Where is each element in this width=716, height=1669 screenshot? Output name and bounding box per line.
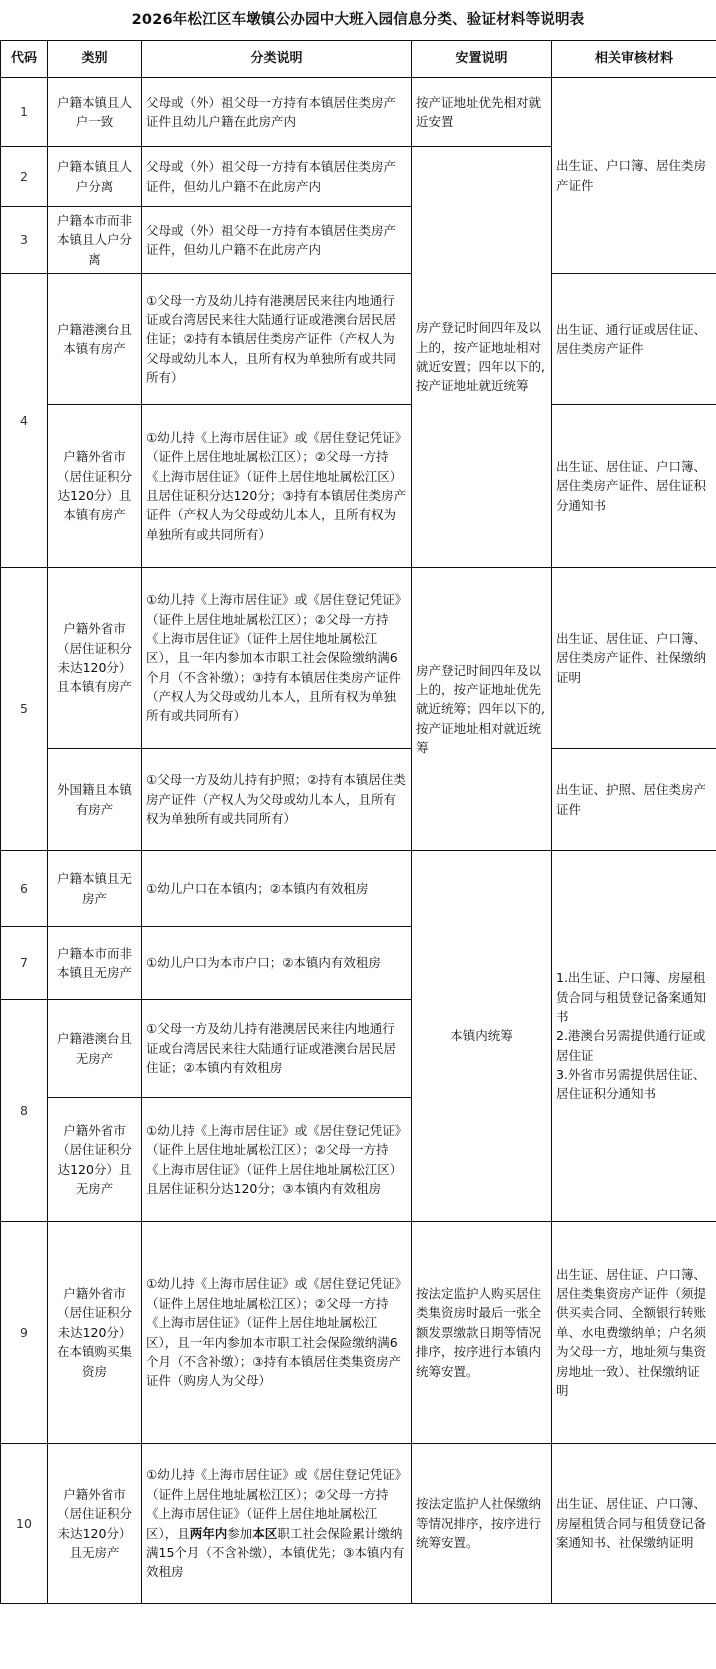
document-title: 2026年松江区车墩镇公办园中大班入园信息分类、验证材料等说明表 [131, 12, 585, 28]
code-cell: 10 [1, 1444, 48, 1604]
header-materials: 相关审核材料 [552, 41, 716, 78]
type-cell: 户籍港澳台且无房产 [48, 1000, 142, 1098]
table-row [1, 749, 716, 851]
table-header-row [1, 41, 716, 78]
materials-cell: 出生证、通行证或居住证、居住类房产证件 [552, 274, 716, 405]
type-cell: 户籍本市而非本镇且无房产 [48, 927, 142, 1000]
desc-text: ①幼儿持《上海市居住证》或《居住登记凭证》（证件上居住地址属松江区）；②父母一方持《上海市居住证》（证件上居住地址属松江区），且 [146, 1467, 401, 1541]
desc-cell: 父母或（外）祖父母一方持有本镇居住类房产证件，但幼儿户籍不在此房产内 [142, 207, 412, 274]
type-cell: 户籍外省市（居住证积分未达120分）且无房产 [48, 1444, 142, 1604]
table-row [1, 274, 716, 405]
placement-cell: 按产证地址优先相对就近安置 [412, 78, 552, 147]
table-row [1, 851, 716, 927]
desc-cell: ①幼儿持《上海市居住证》或《居住登记凭证》（证件上居住地址属松江区）；②父母一方持《上海市居住证》（证件上居住地址属松江区），且一年内参加本市职工社会保险缴纳满6个月（不含补缴）；③持有本镇居住类房产证件（产权人为父母或幼儿本人，且所有权为单独所有或共同所有） [142, 568, 412, 749]
desc-cell: ①幼儿持《上海市居住证》或《居住登记凭证》（证件上居住地址属松江区）；②父母一方持《上海市居住证》（证件上居住地址属松江区），且一年内参加本市职工社会保险缴纳满6个月（不含补缴）；③持有本镇居住类集资房产证件（购房人为父母） [142, 1222, 412, 1444]
table-row [1, 78, 716, 147]
header-code: 代码 [1, 41, 48, 78]
header-desc: 分类说明 [142, 41, 412, 78]
code-cell: 2 [1, 147, 48, 207]
placement-cell: 本镇内统筹 [412, 851, 552, 1222]
type-cell: 户籍外省市（居住证积分达120分）且本镇有房产 [48, 405, 142, 568]
table-row [1, 1222, 716, 1444]
type-cell: 户籍外省市（居住证积分未达120分）在本镇购买集资房 [48, 1222, 142, 1444]
desc-cell: 父母或（外）祖父母一方持有本镇居住类房产证件且幼儿户籍在此房产内 [142, 78, 412, 147]
code-cell: 6 [1, 851, 48, 927]
code-cell: 4 [1, 274, 48, 568]
code-cell: 3 [1, 207, 48, 274]
type-cell: 户籍本镇且人户一致 [48, 78, 142, 147]
placement-cell: 按法定监护人社保缴纳等情况排序，按序进行统筹安置。 [412, 1444, 552, 1604]
code-cell: 1 [1, 78, 48, 147]
code-cell: 8 [1, 1000, 48, 1222]
materials-cell: 出生证、户口簿、居住类房产证件 [552, 78, 716, 274]
code-cell: 5 [1, 568, 48, 851]
table-row [1, 405, 716, 568]
materials-cell: 出生证、居住证、户口簿、居住类房产证件、居住证积分通知书 [552, 405, 716, 568]
type-cell: 户籍港澳台且本镇有房产 [48, 274, 142, 405]
desc-cell: 父母或（外）祖父母一方持有本镇居住类房产证件，但幼儿户籍不在此房产内 [142, 147, 412, 207]
placement-cell: 房产登记时间四年及以上的，按产证地址相对就近安置；四年以下的,按产证地址就近统筹 [412, 147, 552, 568]
type-cell: 户籍本镇且无房产 [48, 851, 142, 927]
desc-cell: ①幼儿持《上海市居住证》或《居住登记凭证》（证件上居住地址属松江区）；②父母一方持《上海市居住证》（证件上居住地址属松江区）且居住证积分达120分；③本镇内有效租房 [142, 1098, 412, 1222]
type-cell: 外国籍且本镇有房产 [48, 749, 142, 851]
placement-cell: 按法定监护人购买居住类集资房时最后一张全额发票缴款日期等情况排序，按序进行本镇内统筹安置。 [412, 1222, 552, 1444]
code-cell: 7 [1, 927, 48, 1000]
table-row [1, 1444, 716, 1604]
code-cell: 9 [1, 1222, 48, 1444]
materials-cell: 1.出生证、户口簿、房屋租赁合同与租赁登记备案通知书 2.港澳台另需提供通行证或居住证 3.外省市另需提供居住证、居住证积分通知书 [552, 851, 716, 1222]
desc-text: 参加 [227, 1525, 253, 1541]
materials-cell: 出生证、居住证、户口簿、房屋租赁合同与租赁登记备案通知书、社保缴纳证明 [552, 1444, 716, 1604]
desc-cell [142, 1444, 412, 1604]
header-placement: 安置说明 [412, 41, 552, 78]
info-table [0, 40, 716, 1604]
type-cell: 户籍本市而非本镇且人户分离 [48, 207, 142, 274]
table-row [1, 568, 716, 749]
type-cell: 户籍外省市（居住证积分达120分）且无房产 [48, 1098, 142, 1222]
materials-cell: 出生证、护照、居住类房产证件 [552, 749, 716, 851]
header-type: 类别 [48, 41, 142, 78]
desc-emphasis: 两年内 [189, 1525, 228, 1541]
desc-text: 职工社会保险累计缴纳满15个月（不含补缴），本镇优先；③本镇内有效租房 [146, 1525, 405, 1580]
placement-cell: 房产登记时间四年及以上的，按产证地址优先就近统筹；四年以下的,按产证地址相对就近统筹 [412, 568, 552, 851]
desc-cell: ①父母一方及幼儿持有护照；②持有本镇居住类房产证件（产权人为父母或幼儿本人，且所有权为单独所有或共同所有） [142, 749, 412, 851]
desc-cell: ①父母一方及幼儿持有港澳居民来往内地通行证或台湾居民来往大陆通行证或港澳台居民居住证；②本镇内有效租房 [142, 1000, 412, 1098]
desc-cell: ①幼儿持《上海市居住证》或《居住登记凭证》（证件上居住地址属松江区）；②父母一方持《上海市居住证》（证件上居住地址属松江区）且居住证积分达120分；③持有本镇居住类房产证件（产权人为父母或幼儿本人，且所有权为单独所有或共同所有） [142, 405, 412, 568]
materials-cell: 出生证、居住证、户口簿、居住类房产证件、社保缴纳证明 [552, 568, 716, 749]
materials-cell: 出生证、居住证、户口簿、居住类集资房产证件（须提供买卖合同、全额银行转账单、水电费缴纳单；户名须为父母一方，地址须与集资房地址一致）、社保缴纳证明 [552, 1222, 716, 1444]
desc-emphasis: 本区 [252, 1525, 278, 1541]
desc-cell: ①幼儿户口为本市户口；②本镇内有效租房 [142, 927, 412, 1000]
desc-cell: ①父母一方及幼儿持有港澳居民来往内地通行证或台湾居民来往大陆通行证或港澳台居民居住证；②持有本镇居住类房产证件（产权人为父母或幼儿本人，且所有权为单独所有或共同所有） [142, 274, 412, 405]
type-cell: 户籍本镇且人户分离 [48, 147, 142, 207]
type-cell: 户籍外省市（居住证积分未达120分）且本镇有房产 [48, 568, 142, 749]
desc-cell: ①幼儿户口在本镇内；②本镇内有效租房 [142, 851, 412, 927]
